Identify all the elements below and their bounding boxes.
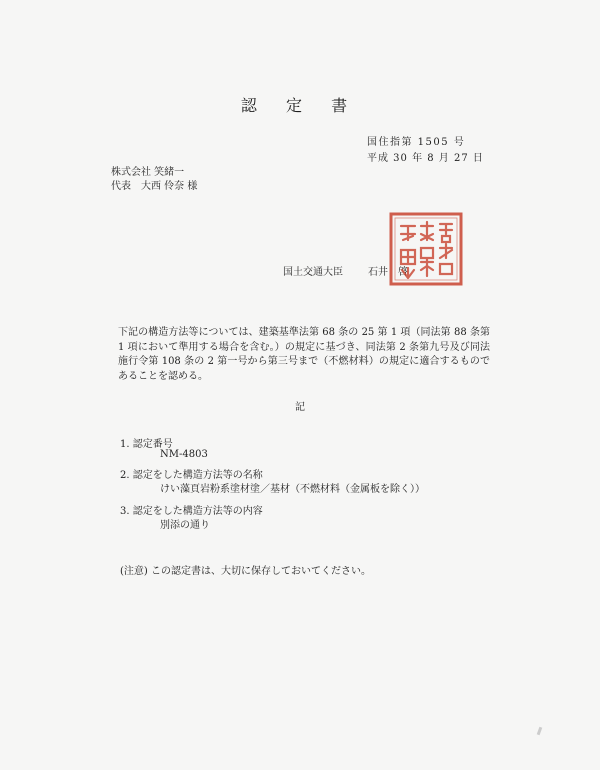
recipient-person: 代表 大西 伶奈 様	[111, 181, 198, 192]
item-2-value: けい藻頁岩粉系塗材塗／基材（不燃材料（金属板を除く））	[160, 484, 425, 495]
document-title: 認 定 書	[240, 96, 360, 115]
certification-body-text: 下記の構造方法等については、建築基準法第 68 条の 25 第 1 項（同法第 88 条第 1 項において準用する場合を含む。）の規定に基づき、同法第 2 条第九号及び同法施行令第 108 条の 2 第一号から第三号まで（不燃材料）の規定に適合するものであることを認める。	[118, 327, 490, 382]
item-3-value: 別添の通り	[160, 520, 210, 531]
certificate-number: 国住指第 1505 号	[367, 137, 466, 148]
item-1-value: NM-4803	[160, 449, 208, 460]
issuer-title: 国土交通大臣	[283, 267, 343, 278]
paper-mark	[537, 727, 543, 736]
ki-heading: 記	[295, 402, 305, 413]
storage-note: (注意) この認定書は、大切に保存しておいてください。	[120, 566, 371, 577]
item-2-label: 2. 認定をした構造方法等の名称	[120, 470, 263, 481]
official-seal-icon	[387, 210, 465, 288]
issuer-name: 石井 啓	[368, 267, 408, 278]
item-1-label: 1. 認定番号	[120, 439, 173, 450]
item-3-label: 3. 認定をした構造方法等の内容	[120, 506, 263, 517]
issue-date: 平成 30 年 8 月 27 日	[367, 153, 484, 164]
recipient-company: 株式会社 笑緒一	[111, 167, 185, 178]
